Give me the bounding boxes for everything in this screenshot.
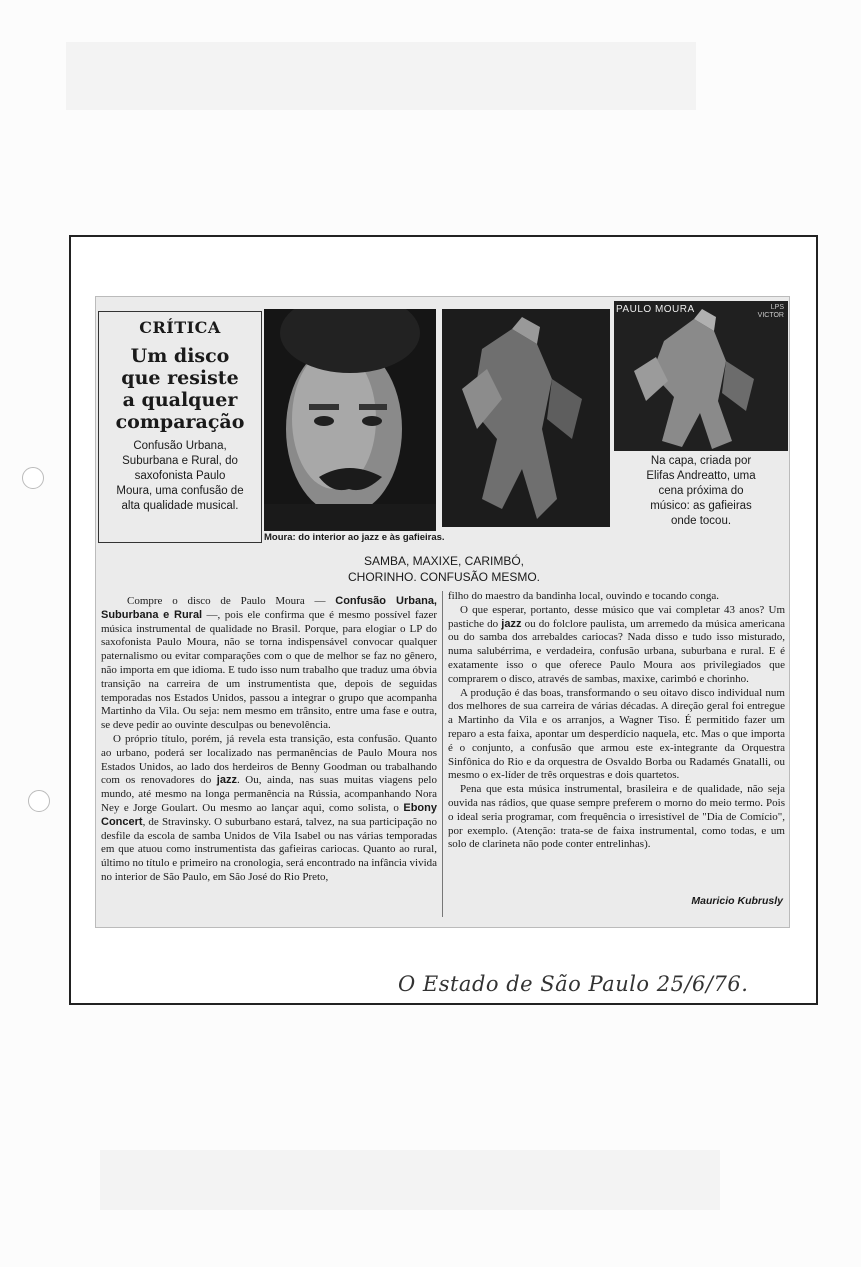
binder-hole	[22, 467, 44, 489]
author-byline: Mauricio Kubrusly	[691, 895, 783, 907]
summary: Confusão Urbana, Suburbana e Rural, do saxofonista Paulo Moura, uma confusão de alta qualidade musical.	[116, 440, 244, 512]
album-cover	[614, 301, 788, 451]
paragraph: filho do maestro da bandinha local, ouvindo e tocando conga.	[448, 590, 719, 602]
article-column-2	[448, 590, 785, 852]
paragraph: A produção é das boas, transformando o seu oitavo disco individual num dos melhores de sua carreira de várias décadas. A direção geral foi entregue a Martinho da Vila e os arranjos, a Wagner Tiso. É permitido fazer um reparo a esta faixa, apontar um desperdício naquela, etc. Mas o que importa é o conjunto, a confusão que armou este ex-integrante da Orquestra Sinfônica do Rio e da orquestra de Osvaldo Borba ou Radamés Gnatalli, ou mesmo o ex-líder de três orquestras e dois quartetos.	[448, 686, 785, 782]
article-column-1	[101, 595, 437, 885]
record-label-logo: LPS VICTOR	[757, 304, 784, 319]
album-title-bold: Confusão Urbana, Suburbana e Rural	[101, 595, 437, 621]
show-through-shade	[66, 42, 696, 110]
cover-caption: Na capa, criada por Elifas Andreatto, uma cena próxima do músico: as gafieiras onde tocou.	[646, 455, 756, 527]
column-divider	[442, 591, 443, 917]
newspaper-clipping	[95, 296, 790, 928]
handwritten-source-note: O Estado de São Paulo 25/6/76.	[398, 972, 749, 996]
show-through-shade	[100, 1150, 720, 1210]
binder-hole	[28, 790, 50, 812]
headline-box	[98, 311, 262, 543]
album-cover-title: PAULO MOURA	[616, 304, 695, 315]
portrait-photo	[264, 309, 436, 531]
paragraph: Compre o disco de Paulo Moura — Confusão Urbana, Suburbana e Rural —, pois ele confirma que é mesmo possível fazer música instrumental de qualidade no Brasil. Porque, para elogiar o LP do saxofonista Paulo Moura, não se torna indispensável convocar qualquer paternalismo ou evitar comparações com o que de melhor se faz no gênero, não importa em que idioma. E tudo isso num trabalho que traduz uma óbvia transição na carreira de um instrumentista que, depois de seguidas temporadas nos Estados Unidos, passou a integrar o grupo que acompanha Martinho da Vila. Ou seja: nem mesmo em trânsito, entre uma fase e outra, se deve pedir ao ouvinte desculpas ou benevolência.	[101, 595, 437, 732]
headline: Um disco que resiste a qualquer comparação	[115, 345, 245, 433]
paragraph: O próprio título, porém, já revela esta transição, esta confusão. Quanto ao urbano, poderá ser localizado nas permanências de Paulo Moura nos Estados Unidos, ao lado dos herdeiros de Benny Goodman ou trabalhando com os renovadores do jazz. Ou, ainda, nas suas muitas viagens pelo mundo, até mesmo na longa permanência na Rússia, acompanhando Nora Ney e Jorge Goulart. Ou mesmo ao lançar aqui, como solista, o Ebony Concert, de Stravinsky. O suburbano estará, talvez, na sua participação no desfile da escola de samba Unidos de Vila Isabel ou nas várias temporadas em que atuou como instrumentista das gafieiras cariocas. Quanto ao rural, último no título e primeiro na cronologia, será encontrado na infância vivida no interior de São Paulo, em São José do Rio Preto,	[101, 732, 438, 883]
paragraph: O que esperar, portanto, desse músico que vai completar 43 anos? Um pastiche do jazz ou do folclore paulista, um arremedo da música americana ou do samba dos arrebaldes cariocas? Nada disso e tudo isso misturado, numa salubérrima, e verdadeira, confusão urbana, suburbana e rural. E é exatamente isso o que oferece Paulo Moura aos privilegiados que comprarem o disco, através de sambas, maxixe, carimbó e chorinho.	[448, 603, 785, 685]
paragraph: Pena que esta música instrumental, brasileira e de qualidade, não seja ouvida nas rádios, que quase sempre preferem o morno do meio termo. Pois o ideal seria programar, com frequência o irresistível de "Dia de Comício", por exemplo. (Atenção: trata-se de faixa instrumental, como todas, e um solo de clarineta não pode conter entrelinhas).	[448, 783, 785, 851]
photo-caption: Moura: do interior ao jazz e às gafieiras.	[264, 532, 445, 543]
section-label: CRÍTICA	[139, 318, 221, 337]
dancer-photo	[442, 309, 610, 527]
subheadline: SAMBA, MAXIXE, CARIMBÓ, CHORINHO. CONFUSÃO MESMO.	[347, 554, 540, 584]
